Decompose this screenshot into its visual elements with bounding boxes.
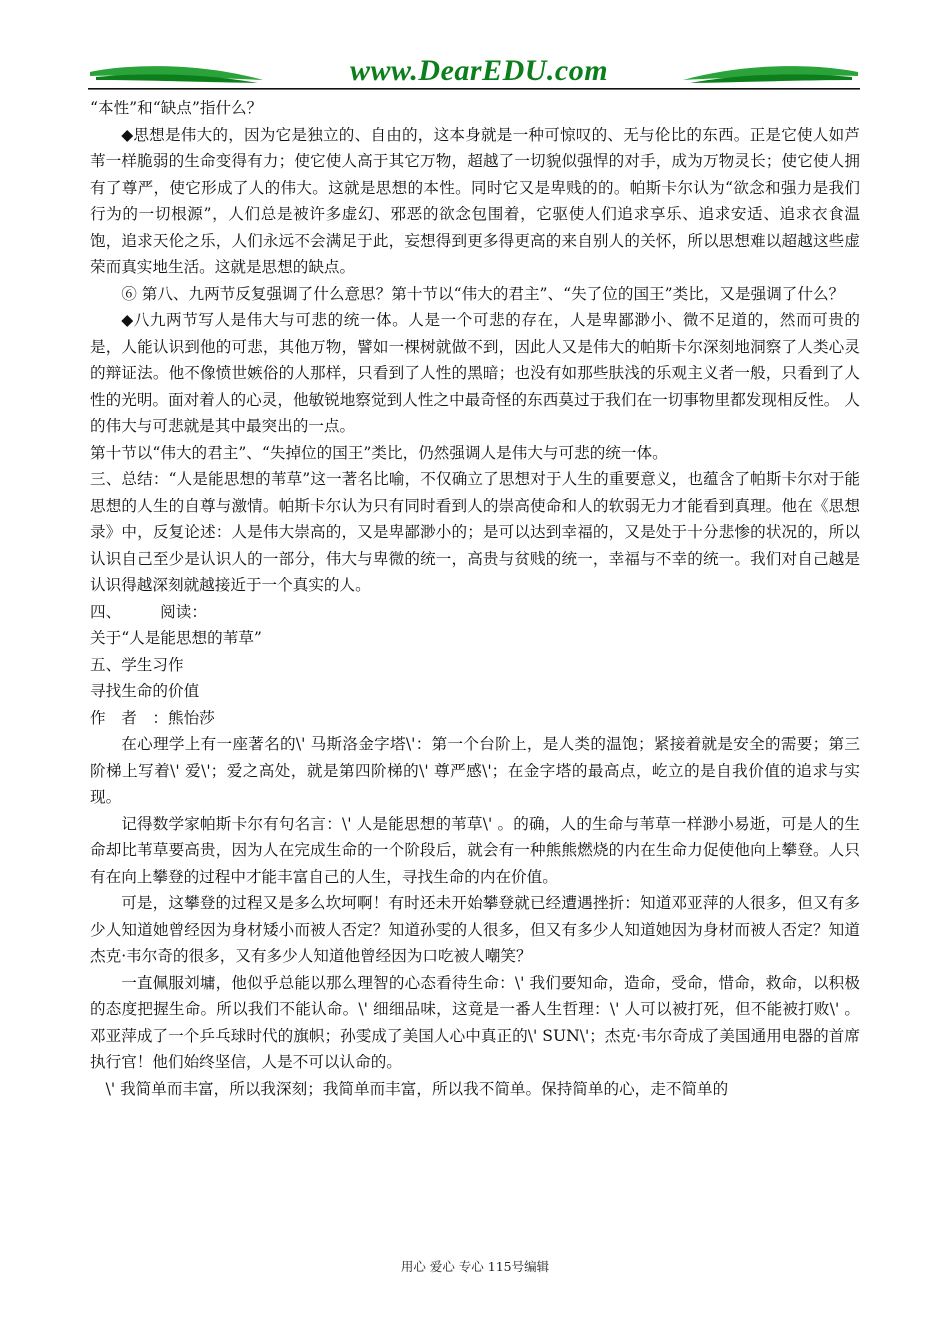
essay-title: 寻找生命的价值 <box>90 682 200 700</box>
text-paragraph: 第十节以“伟大的君主”、“失掉位的国王”类比，仍然强调人是伟大与可悲的统一体。 <box>90 443 668 462</box>
section-heading: 五、学生习作 <box>90 655 184 674</box>
document-body <box>90 95 860 1102</box>
answer-paragraph: ◆思想是伟大的，因为它是独立的、自由的，这本身就是一种可惊叹的、无与伦比的东西。正是它使人如芦苇一样脆弱的生命变得有力；使它使人高于其它万物，超越了一切貌似强悍的对手，成为万物灵长；使它使人拥有了尊严，使它形成了人的伟大。这就是思想的本性。同时它又是卑贱的的。帕斯卡尔认为“欲念和强力是我们行为的一切根源”，人们总是被许多虚幻、邪恶的欲念包围着，它驱使人们追求享乐、追求安适、追求衣食温饱，追求天伦之乐，人们永远不会满足于此，妄想得到更多得更高的来自别人的关怀，所以思想难以超越这些虚荣而真实地生活。这就是思想的缺点。 <box>90 125 860 276</box>
essay-paragraph: \' 我简单而丰富，所以我深刻；我简单而丰富，所以我不简单。保持简单的心，走不简单的 <box>105 1079 729 1098</box>
question-paragraph: ⑥ 第八、九两节反复强调了什么意思？第十节以“伟大的君主”、“失了位的国王”类比，又是强调了什么？ <box>121 284 845 303</box>
page-header <box>88 50 860 98</box>
essay-paragraph: 在心理学上有一座著名的\' 马斯洛金字塔\'：第一个台阶上，是人类的温饱；紧接着就是安全的需要；第三阶梯上写着\' 爱\'；爱之高处，就是第四阶梯的\' 尊严感\'；在金字塔的最高点，屹立的是自我价值的追求与实现。 <box>90 735 860 806</box>
text-line: 关于“人是能思想的苇草” <box>90 629 262 647</box>
essay-paragraph: 一直佩服刘墉，他似乎总能以那么理智的心态看待生命：\' 我们要知命，造命，受命，惜命，救命，以积极的态度把握生命。所以我们不能认命。\' 细细品味，这竟是一番人生哲理：\' 人可以被打死，但不能被打败\' 。邓亚萍成了一个乒乓球时代的旗帜；孙雯成了美国人心中真正的\' SUN\'；杰克·韦尔奇成了美国通用电器的首席执行官！他们始终坚信，人是不可以认命的。 <box>90 973 860 1071</box>
essay-author: 作 者 ：熊怡莎 <box>90 708 215 727</box>
site-logo-text: www.DearEDU.com <box>350 54 609 87</box>
answer-paragraph: ◆八九两节写人是伟大与可悲的统一体。人是一个可悲的存在，人是卑鄙渺小、微不足道的，然而可贵的是，人能认识到他的可悲，其他万物，譬如一棵树就做不到，因此人又是伟大的帕斯卡尔深刻地洞察了人类心灵的辩证法。他不像愤世嫉俗的人那样，只看到了人性的黑暗；也没有如那些肤浅的乐观主义者一般，只看到了人性的光明。面对着人的心灵，他敏锐地察觉到人性之中最奇怪的东西莫过于我们在一切事物里都发现相反性。 人的伟大与可悲就是其中最突出的一点。 <box>90 311 860 435</box>
section-heading: 四、 阅读： <box>90 602 207 621</box>
summary-paragraph: 三、总结：“人是能思想的苇草”这一著名比喻，不仅确立了思想对于人生的重要意义，也蕴含了帕斯卡尔对于能思想的人生的自尊与激情。帕斯卡尔认为只有同时看到人的崇高使命和人的软弱无力才能看到真理。他在《思想录》中，反复论述：人是伟大崇高的，又是卑鄙渺小的；是可以达到幸福的，又是处于十分悲惨的状况的，所以认识自己至少是认识人的一部分，伟大与卑微的统一，高贵与贫贱的统一，幸福与不幸的统一。我们对自己越是认识得越深刻就越接近于一个真实的人。 <box>90 470 860 594</box>
page-footer: 用心 爱心 专心 115号编辑 <box>400 1259 550 1274</box>
question-heading: “本性”和“缺点”指什么？ <box>90 99 263 117</box>
essay-paragraph: 可是，这攀登的过程又是多么坎坷啊！有时还未开始攀登就已经遭遇挫折：知道邓亚萍的人很多，但又有多少人知道她曾经因为身材矮小而被人否定？知道孙雯的人很多，但又有多少人知道她因为身材而被人否定？知道杰克·韦尔奇的很多，又有多少人知道他曾经因为口吃被人嘲笑？ <box>90 894 860 965</box>
essay-paragraph: 记得数学家帕斯卡尔有句名言：\' 人是能思想的苇草\' 。的确，人的生命与苇草一样渺小易逝，可是人的生命却比苇草要高贵，因为人在完成生命的一个阶段后，就会有一种熊熊燃烧的内在生命力促使他向上攀登。人只有在向上攀登的过程中才能丰富自己的人生，寻找生命的内在价值。 <box>90 814 860 886</box>
